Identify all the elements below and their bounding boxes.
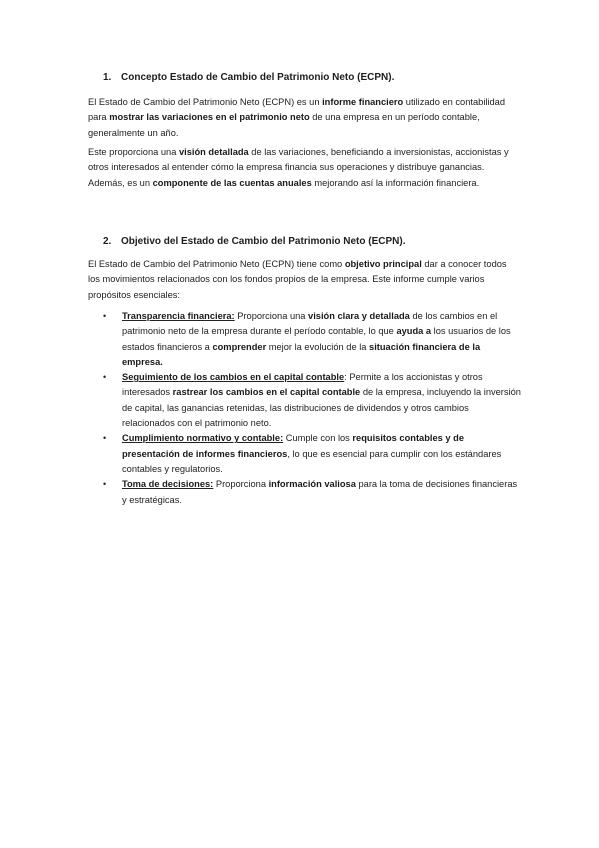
list-item-text: Cumplimiento normativo y contable: Cumple con los requisitos contables y de presentación de informes financieros, lo que es esencial para cumplir con los estándares contables y regulatorios. <box>122 433 502 474</box>
list-item <box>103 431 523 477</box>
bullet-icon: • <box>103 433 107 444</box>
section2-title: Objetivo del Estado de Cambio del Patrimonio Neto (ECPN). <box>121 236 406 247</box>
section2-paragraph-1: El Estado de Cambio del Patrimonio Neto (ECPN) tiene como objetivo principal dar a conocer todos los movimientos relacionados con los fondos propios de la empresa. Este informe cumple varios propósitos esenciales: <box>88 259 507 300</box>
section1-title: Concepto Estado de Cambio del Patrimonio Neto (ECPN). <box>121 72 395 83</box>
list-item <box>103 309 523 370</box>
section1-number: 1. <box>103 72 112 83</box>
section2-heading <box>103 236 405 247</box>
section1-paragraph-1: El Estado de Cambio del Patrimonio Neto (ECPN) es un informe financiero utilizado en contabilidad para mostrar las variaciones en el patrimonio neto de una empresa en un período contable, generalmente un año. <box>88 97 506 138</box>
section1-paragraph-2: Este proporciona una visión detallada de las variaciones, beneficiando a inversionistas, accionistas y otros interesados al entender cómo la empresa financia sus operaciones y distribuye ganancias. Además, es un componente de las cuentas anuales mejorando así la información financiera. <box>88 147 509 188</box>
bullet-icon: • <box>103 372 107 383</box>
bullet-icon: • <box>103 311 107 321</box>
section1-heading <box>103 72 394 83</box>
list-item-text: Seguimiento de los cambios en el capital contable: Permite a los accionistas y otros interesados rastrear los cambios en el capital contable de la empresa, incluyendo la inversión de capital, las ganancias retenidas, las distribuciones de dividendos y otros cambios relacionados con el patrimonio neto. <box>122 372 521 429</box>
list-item <box>103 477 523 508</box>
list-item <box>103 370 523 431</box>
list-item-text: Transparencia financiera: Proporciona una visión clara y detallada de los cambios en el patrimonio neto de la empresa durante el período contable, lo que ayuda a los usuarios de los estados financieros a comprender mejor la evolución de la situación financiera de la empresa. <box>122 311 511 367</box>
section2-number: 2. <box>103 236 112 247</box>
list-item-text: Toma de decisiones: Proporciona información valiosa para la toma de decisiones financieras y estratégicas. <box>122 479 518 505</box>
bullet-icon: • <box>103 479 107 490</box>
purposes-list <box>103 309 523 508</box>
